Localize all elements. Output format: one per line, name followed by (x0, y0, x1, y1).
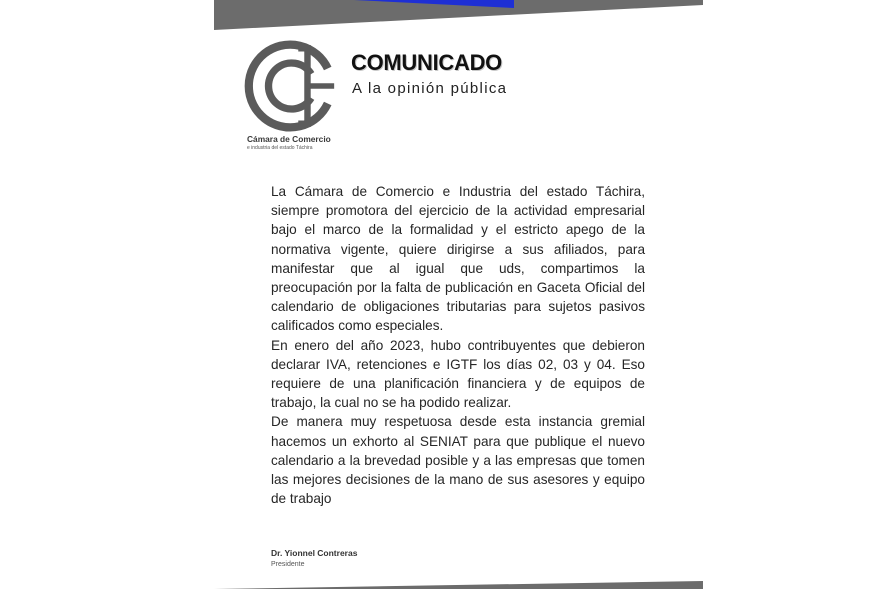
document-subtitle: A la opinión pública (352, 80, 508, 97)
footer-decor-band (214, 581, 703, 589)
logo-subtitle: e industria del estado Táchira (247, 145, 313, 151)
body-paragraph: En enero del año 2023, hubo contribuyentes que debieron declarar IVA, retenciones e IGTF los días 02, 03 y 04. Eso requiere de una planificación financiera y de equipos de trabajo, la cual no se ha podido realizar. (271, 337, 645, 411)
document-title: COMUNICADO (351, 50, 502, 75)
body-paragraph: De manera muy respetuosa desde esta instancia gremial hacemos un exhorto al SENIAT para que publique el nuevo calendario a la brevedad posible y a las empresas que tomen las mejores decisiones de la mano de sus asesores y equipo de trabajo (271, 414, 645, 507)
signature-name: Dr. Yionnel Contreras (271, 548, 358, 558)
header-decor-band (214, 0, 703, 30)
chamber-logo-icon (244, 40, 336, 132)
communique-body (271, 182, 645, 508)
signature-role: Presidente (271, 561, 305, 568)
communique-document (214, 0, 703, 589)
body-paragraph: La Cámara de Comercio e Industria del estado Táchira, siempre promotora del ejercicio de la actividad empresarial bajo el marco de la formalidad y el estricto apego de la normativa vigente, quiere dirigirse a sus afiliados, para manifestar que al igual que uds, compartimos la preocupación por la falta de publicación en Gaceta Oficial del calendario de obligaciones tributarias para sujetos pasivos calificados como especiales. (271, 184, 645, 334)
logo-name: Cámara de Comercio (247, 134, 331, 144)
